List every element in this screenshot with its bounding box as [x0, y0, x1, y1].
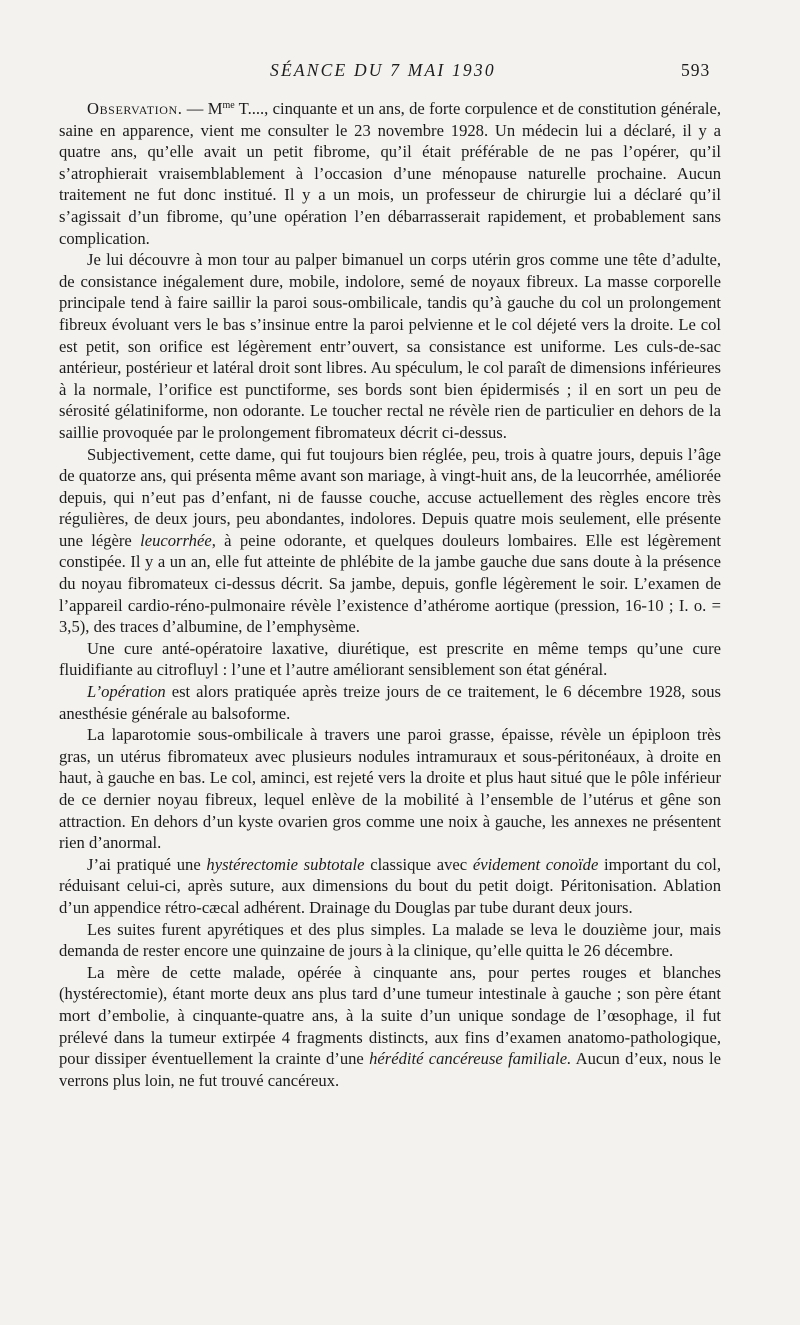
italic-term: évidement conoïde: [472, 854, 599, 874]
observation-label: Observation.: [87, 99, 183, 118]
paragraph-text: Je lui découvre à mon tour au palper bimanuel un corps utérin gros comme une tête d’adulte, de consistance inégalement dure, mobile, indolore, semé de noyaux fibreux. La masse corporelle principale tend à faire saillir la paroi sous-ombilicale, tandis qu’à gauche du col un prolongement fibreux évoluant vers le bas s’insinue entre la paroi pelvienne et le col déjeté vers la droite. Le col est petit, son orifice est légèrement entr’ouvert, sa consistance est uniforme. Les culs-de-sac antérieur, postérieur et latéral droit sont libres. Au spéculum, le col paraît de dimensions inférieures à la normale, l’orifice est punctiforme, ses bords sont bien épidermisés ; il en sort un peu de sérosité gélatiniforme, non odorante. Le toucher rectal ne révèle rien de particulier en dehors de la saillie provoquée par le prolongement fibromateux décrit ci-dessus.: [59, 250, 721, 442]
running-title: SÉANCE DU 7 MAI 1930: [270, 60, 496, 80]
italic-term: L’opération: [87, 682, 166, 702]
italic-term: leucorrhée: [140, 530, 212, 550]
paragraph-hysterectomy: [59, 854, 721, 919]
paragraph-text: Subjectivement, cette dame, qui fut toujours bien réglée, peu, trois à quatre jours, depuis l’âge de quatorze ans, qui présenta même avant son mariage, à vingt-huit ans, de la leucorrhée, améliorée depuis, qui n’eut pas d’enfant, ni de fausse couche, accuse actuellement des règles encore très régulières, de deux jours, peu abondantes, indolores. Depuis quatre mois seulement, elle présente une légère: [59, 444, 721, 550]
paragraph-text: T...., cinquante et un ans, de forte corpulence et de constitution générale, saine en apparence, vient me consulter le 23 novembre 1928. Un médecin lui a déclaré, il y a quatre ans, qu’elle avait un petit fibrome, qu’il était préférable de ne pas l’opérer, qu’il s’atrophierait vraisemblablement à l’occasion d’une ménopause naturelle prochaine. Aucun traitement ne fut donc institué. Il y a un mois, un professeur de chirurgie lui a déclaré qu’il s’agissait d’un fibrome, qu’une opération l’en débarrasserait rapidement, et probablement sans complication.: [59, 99, 721, 248]
paragraph-text: La mère de cette malade, opérée à cinquante ans, pour pertes rouges et blanches (hystérectomie), étant morte deux ans plus tard d’une tumeur intestinale à gauche ; son père étant mort d’embolie, à cinquante-quatre ans, à la suite d’un unique sondage de l’œsophage, il fut prélevé dans la tumeur extirpée 4 fragments distincts, aux fins d’examen anatomo-pathologique, pour dissiper éventuellement la crainte d’une: [59, 962, 721, 1069]
paragraph-text: est alors pratiquée après treize jours de ce traitement, le 6 décembre 1928, sous anesthésie générale au balsoforme.: [59, 682, 721, 723]
paragraph-text: La laparotomie sous-ombilicale à travers une paroi grasse, épaisse, révèle un épiploon très gras, un utérus fibromateux avec plusieurs nodules intramuraux et sous-péritonéaux, à droite en haut, à gauche en bas. Le col, aminci, est rejeté vers la droite et plus haut situé que le pôle inférieur de ce dernier noyau fibreux, lequel enlève de la mobilité à l’ensemble de l’utérus et gêne son attraction. En dehors d’un kyste ovarien gros comme une noix à gauche, les annexes ne présentent rien d’anormal.: [59, 725, 721, 853]
page-number: 593: [681, 60, 711, 80]
honorific-superscript: me: [222, 100, 235, 111]
paragraph-text: classique avec: [364, 854, 473, 874]
paragraph-observation: Observation. — $M^{me}$ T...., cinquante et un ans, de forte corpulence et de constitution générale, saine en apparence, vient me consulter le 23 novembre 1928. Un médecin lui a déclaré, il y a quatre ans, qu’elle avait un petit fibrome, qu’il était préférable de ne pas l’opérer, qu’il s’atrophierait vraisemblablement à l’occasion d’une ménopause naturelle prochaine. Aucun traitement ne fut donc institué. Il y a un mois, un professeur de chirurgie lui a déclaré qu’il s’agissait d’un fibrome, qu’une opération l’en débarrasserait rapidement, et probablement sans complication.: [59, 99, 721, 248]
paragraph-text: Une cure anté-opératoire laxative, diurétique, est prescrite en même temps qu’une cure fluidifiante au citrofluyl : l’une et l’autre améliorant sensiblement son état général.: [59, 638, 721, 680]
paragraph-recovery: [59, 919, 721, 962]
paragraph-text: Les suites furent apyrétiques et des plus simples. La malade se leva le douzième jour, mais demanda de rester encore une quinzaine de jours à la clinique, qu’elle quitta le 26 décembre.: [59, 919, 721, 961]
italic-term: hystérectomie subtotale: [206, 854, 365, 874]
paragraph-operation: [59, 681, 721, 724]
paragraph-text: , à peine odorante, et quelques douleurs lombaires. Elle est légèrement constipée. Il y a un an, elle fut atteinte de phlébite de la jambe gauche due sans doute à la présence du noyau fibromateux ci-dessus décrit. Sa jambe, depuis, gonfle légèrement le soir. L’examen de l’appareil cardio-réno-pulmonaire révèle l’existence d’athérome aortique (pression, 16-10 ; I. o. = 3,5), des traces d’albumine, de l’emphysème.: [59, 530, 721, 637]
paragraph-heredity: [59, 962, 721, 1092]
honorific: M: [207, 99, 223, 118]
paragraph-history: [59, 444, 721, 638]
paragraph-laparotomy: [59, 724, 721, 854]
paragraph-preop-cure: [59, 638, 721, 681]
paragraph-text: important du col, réduisant celui-ci, après suture, aux dimensions du bout du petit doigt. Péritonisation. Ablation d’un appendice rétro-cæcal adhérent. Drainage du Douglas par tube durant deux jours.: [59, 854, 721, 917]
paragraph-text: J’ai pratiqué une: [87, 854, 207, 874]
paragraph-examination: [59, 249, 721, 443]
paragraph-text: Aucun d’eux, nous le verrons plus loin, ne fut trouvé cancéreux.: [59, 1049, 721, 1090]
italic-term: hérédité cancéreuse familiale.: [369, 1049, 572, 1069]
article-body: [59, 98, 721, 1091]
running-header: [0, 60, 800, 86]
